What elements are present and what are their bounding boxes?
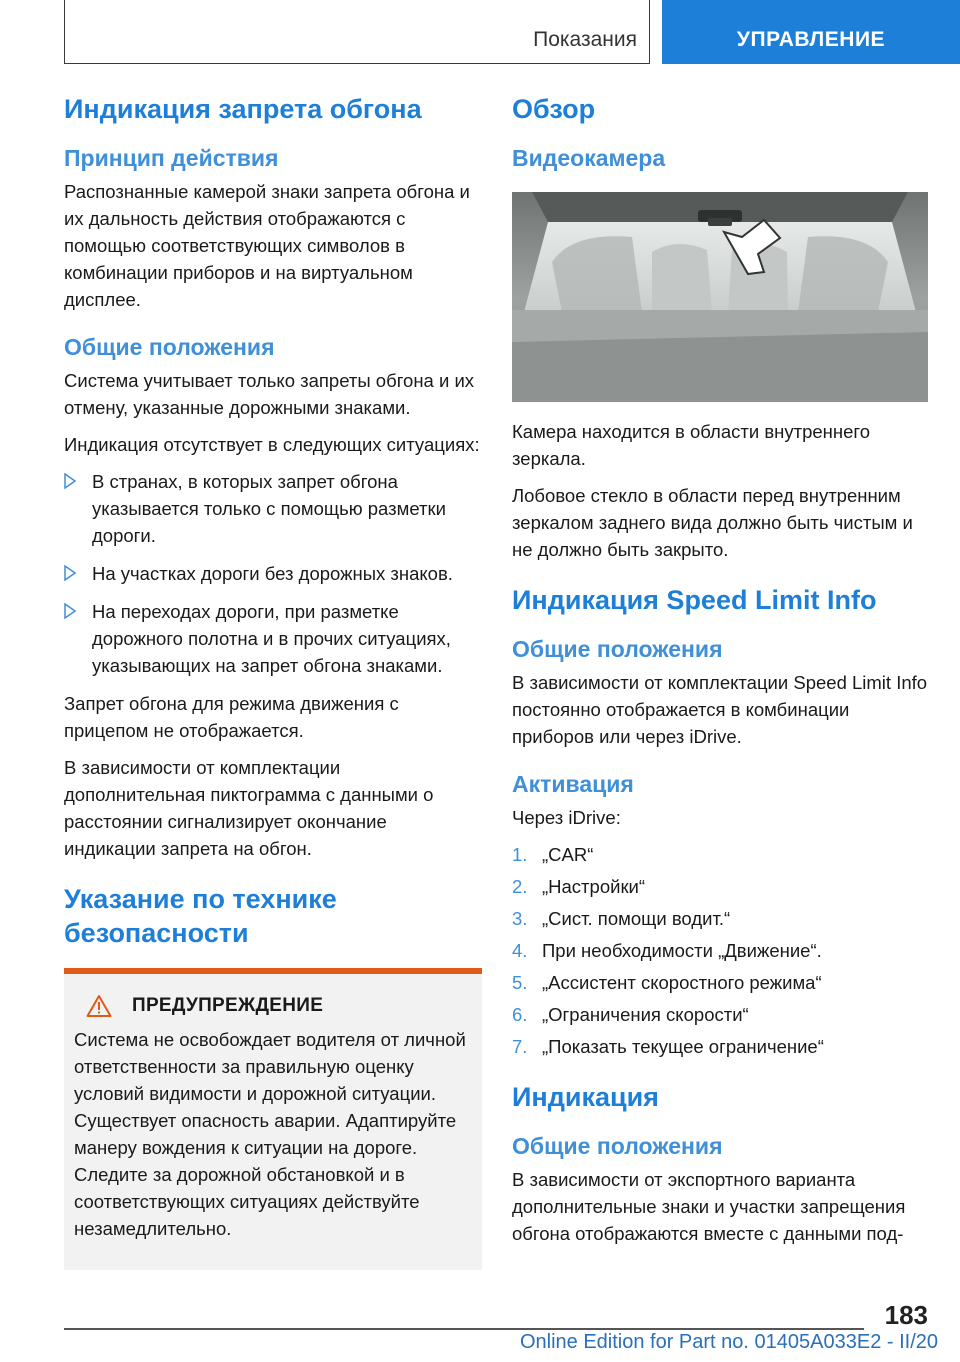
list-item: 4. При необходимости „Движение“. [512, 940, 822, 961]
paragraph-via-idrive: Через iDrive: [512, 807, 621, 828]
list-item: 5. „Ассистент скоростного режима“ [512, 972, 822, 993]
heading-speed-limit-info: Индикация Speed Limit Info [512, 585, 877, 615]
list-item: В странах, в которых запрет обгона указывается только с помощью разметки дороги. [64, 468, 482, 549]
heading-display: Индикация [512, 1082, 659, 1112]
right-column [512, 92, 928, 1257]
warning-text: Система не освобождает водителя от личной ответственности за правильную оценку условий видимости и дорожной ситуации. Существует опасность аварии. Адаптируйте манеру вождения к ситуации на дороге. Следите за дорожной обстановкой и в соответствующих ситуациях действуйте незамедлительно. [74, 1029, 466, 1239]
page-number: 183 [884, 1300, 928, 1330]
heading-general: Общие положения [64, 334, 275, 360]
heading-overview: Обзор [512, 94, 596, 124]
left-column [64, 92, 482, 1270]
warning-triangle-icon [86, 994, 112, 1018]
list-item: 3. „Сист. помощи водит.“ [512, 908, 731, 929]
list-item: На переходах дороги, при разметке дорожного полотна и в прочих ситуациях, указывающих на запрет обгона знаками. [64, 598, 482, 679]
footer-divider [64, 1328, 864, 1330]
heading-principle: Принцип действия [64, 145, 279, 171]
header-chapter-tab: УПРАВЛЕНИЕ [662, 0, 960, 64]
warning-box [64, 968, 482, 1270]
heading-camera: Видеокамера [512, 145, 666, 171]
paragraph-camera-2: Лобовое стекло в области перед внутренним зеркалом заднего вида должно быть чистым и не должно быть закрыто. [512, 485, 913, 560]
footer-edition: Online Edition for Part no. 01405A033E2 - II/20 [519, 1331, 938, 1353]
paragraph-display: В зависимости от экспортного варианта дополнительные знаки и участки запрещения обгона отображаются вместе с данными под- [512, 1169, 906, 1244]
header-box [64, 0, 650, 64]
list-item: 2. „Настройки“ [512, 876, 646, 897]
paragraph-principle: Распознанные камерой знаки запрета обгона и их дальность действия отображаются с помощью соответствующих символов в комбинации приборов и на виртуальном дисплее. [64, 181, 470, 310]
list-item: 7. „Показать текущее ограничение“ [512, 1036, 824, 1057]
paragraph-pictogram: В зависимости от комплектации дополнительная пиктограмма с данными о расстоянии сигнализирует окончание индикации запрета на обгон. [64, 757, 434, 859]
paragraph-general-2: Индикация отсутствует в следующих ситуациях: [64, 434, 480, 455]
paragraph-sli: В зависимости от комплектации Speed Limit Info постоянно отображается в комбинации приборов или через iDrive. [512, 672, 928, 747]
list-item: 1. „CAR“ [512, 844, 594, 865]
paragraph-general-1: Система учитывает только запреты обгона и их отмену, указанные дорожными знаками. [64, 370, 475, 418]
triangle-bullet-icon [64, 473, 76, 489]
heading-safety: Указание по технике безопасности [64, 884, 337, 948]
warning-title: ПРЕДУПРЕЖДЕНИЕ [132, 995, 324, 1016]
paragraph-trailer: Запрет обгона для режима движения с прицепом не отображается. [64, 693, 399, 741]
paragraph-camera-1: Камера находится в области внутреннего зеркала. [512, 421, 871, 469]
heading-general-sli: Общие положения [512, 636, 723, 662]
camera-location-illustration [512, 192, 928, 402]
header-section: Показания [533, 28, 637, 51]
heading-general-display: Общие положения [512, 1133, 723, 1159]
list-item: 6. „Ограничения скорости“ [512, 1004, 749, 1025]
bullet-list [64, 468, 482, 679]
heading-activation: Активация [512, 771, 634, 797]
triangle-bullet-icon [64, 603, 76, 619]
list-item: На участках дороги без дорожных знаков. [64, 560, 482, 587]
warning-title-row [74, 994, 472, 1018]
steps-list [512, 841, 928, 1060]
triangle-bullet-icon [64, 565, 76, 581]
heading-no-overtaking: Индикация запрета обгона [64, 94, 422, 124]
